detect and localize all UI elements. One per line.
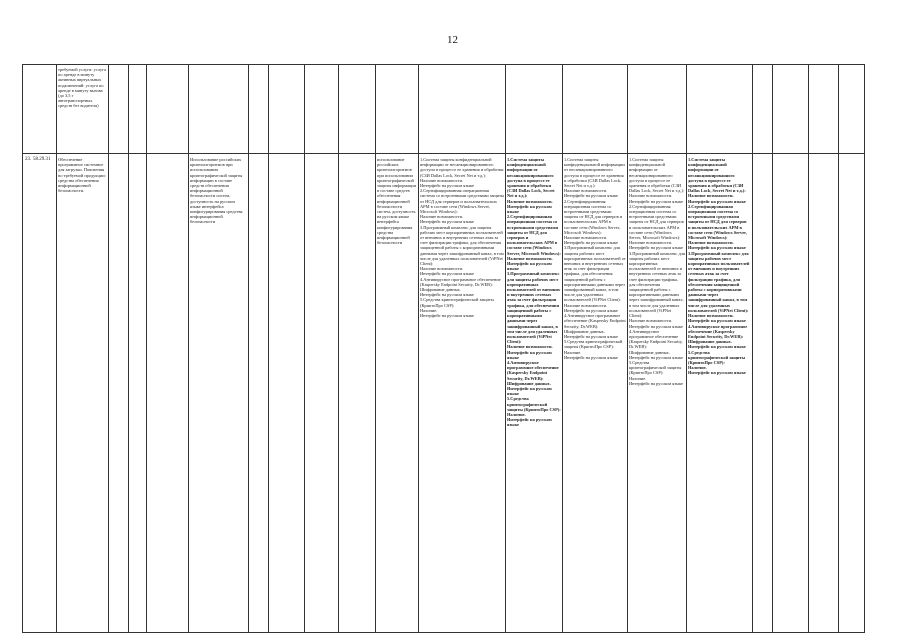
col-rule	[188, 64, 189, 632]
parameter-text: использование российских криптоалгоритмов при использовании криптографической защиты информации в составе средств обеспечения информационной безопасности систем, доступность на русском языке интерфейса конфигурирования средства информационной безопасности	[377, 157, 418, 246]
product-name-text: Обеспечение программное системное для загрузки. Пояснения по требуемой продукции: средства обеспечения информационной безопасности.	[58, 157, 107, 194]
col-rule	[752, 64, 753, 632]
col-rule	[248, 64, 249, 632]
row-index: 23.	[25, 157, 32, 162]
col-rule	[772, 64, 773, 632]
requirement-text-a: 1.Система защиты конфиденциальной информации от несанкционированного доступа в процессе ее хранения и обработки (СЗИ Dallas Lock, Secret Net и т.д.): Наличие возможности. Интерфейс на русском языке 2.Сертифицированная операционная система со встроенными средствами защиты от НСД для серверов и пользовательских АРМ в составе сети (Windows Server, Microsoft Windows): Наличие возможности. Интерфейс на русском языке 3.Программный комплекс для защиты рабочих мест корпоративных пользователей от внешних и внутренних сетевых атак за счет фильтрации трафика, для обеспечения защищенной работы с корпоративными данными через зашифрованный канал, в том числе для удаленных пользователей (ViPNet Client): Наличие возможности. Интерфейс на русском языке 4.Антивирусное программное обеспечение (Kaspersky Endpoint Security, Dr.WEB): Шифрование данных. Интерфейс на русском языке 5.Средства криптографической защиты (КриптоПро CSP): Наличие. Интерфейс на русском языке	[420, 157, 504, 319]
page-number: 12	[447, 34, 458, 46]
col-rule	[304, 64, 305, 632]
table-top-rule	[22, 64, 865, 65]
col-rule	[418, 64, 419, 632]
col-rule	[562, 64, 563, 632]
row-code: 58.29.31	[33, 157, 51, 162]
col-rule	[128, 64, 129, 632]
col-rule	[56, 64, 57, 632]
table-bottom-rule	[22, 632, 865, 633]
col-rule	[375, 64, 376, 632]
requirement-text-d: 1.Система защиты конфиденциальной информации от несанкционированного доступа в процессе ее хранения и обработки (СЗИ Dallas Lock, Secret Net и т.д.): Наличие возможности. Интерфейс на русском языке 2.Сертифицированная операционная система со встроенными средствами защиты от НСД для серверов и пользовательских АРМ в составе сети (Windows Server, Microsoft Windows): Наличие возможности. Интерфейс на русском языке 3.Программный комплекс для защиты рабочих мест корпоративных пользователей от внешних и внутренних сетевых атак за счет фильтрации трафика, для обеспечения защищенной работы с корпоративными данными через зашифрованный канал, в том числе для удаленных пользователей (ViPNet Client): Наличие возможности. Интерфейс на русском языке 4.Антивирусное программное обеспечение (Kaspersky Endpoint Security, Dr.WEB): Шифрование данных. Интерфейс на русском языке 5.Средства криптографической защиты (КриптоПро CSP): Наличие. Интерфейс на русском языке	[629, 157, 685, 386]
requirement-text-c: 1.Система защиты конфиденциальной информации от несанкционированного доступа в процессе ее хранения и обработки (СЗИ Dallas Lock, Secret Net и т.д.): Наличие возможности. Интерфейс на русском языке 2.Сертифицированная операционная система со встроенными средствами защиты от НСД для серверов и пользовательских АРМ в составе сети (Windows Server, Microsoft Windows): Наличие возможности. Интерфейс на русском языке 3.Программный комплекс для защиты рабочих мест корпоративных пользователей от внешних и внутренних сетевых атак за счет фильтрации трафика, для обеспечения защищенной работы с корпоративными данными через зашифрованный канал, в том числе для удаленных пользователей (ViPNet Client): Наличие возможности. Интерфейс на русском языке 4.Антивирусное программное обеспечение (Kaspersky Endpoint Security, Dr.WEB): Шифрование данных. Интерфейс на русском языке 5.Средства криптографической защиты (КриптоПро CSP): Наличие. Интерфейс на русском языке	[564, 157, 626, 360]
col-rule	[505, 64, 506, 632]
col-rule	[686, 64, 687, 632]
row-divider	[22, 153, 865, 154]
justification-text: Использование российских криптоалгоритмов при использовании криптографической защиты информации в составе средств обеспечения информационной безопасности систем, доступность на русском языке интерфейса конфигурирования средства информационной безопасности	[190, 157, 244, 225]
col-rule	[864, 64, 865, 632]
col-rule	[838, 64, 839, 632]
col-rule	[808, 64, 809, 632]
col-rule	[268, 64, 269, 632]
requirement-text-e: 1.Система защиты конфиденциальной информации от несанкционированного доступа в процессе ее хранения и обработки (СЗИ Dallas Lock, Secret Net и т.д.): Наличие возможности. Интерфейс на русском языке 2.Сертифицированная операционная система со встроенными средствами защиты от НСД для серверов и пользовательских АРМ в составе сети (Windows Server, Microsoft Windows): Наличие возможности. Интерфейс на русском языке 3.Программный комплекс для защиты рабочих мест корпоративных пользователей от внешних и внутренних сетевых атак за счет фильтрации трафика, для обеспечения защищенной работы с корпоративными данными через зашифрованный канал, в том числе для удаленных пользователей (ViPNet Client): Наличие возможности. Интерфейс на русском языке 4.Антивирусное программное обеспечение (Kaspersky Endpoint Security, Dr.WEB): Шифрование данных. Интерфейс на русском языке 5.Средства криптографической защиты (КриптоПро CSP): Наличие. Интерфейс на русском языке	[688, 157, 750, 376]
col-rule	[22, 64, 23, 632]
col-rule	[108, 64, 109, 632]
requirement-text-b: 1.Система защиты конфиденциальной информации от несанкционированного доступа в процессе ее хранения и обработки (СЗИ Dallas Lock, Secret Net и т.д.): Наличие возможности. Интерфейс на русском языке 2.Сертифицированная операционная система со встроенными средствами защиты от НСД для серверов и пользовательских АРМ в составе сети (Windows Server, Microsoft Windows): Наличие возможности. Интерфейс на русском языке 3.Программный комплекс для защиты рабочих мест корпоративных пользователей от внешних и внутренних сетевых атак за счет фильтрации трафика, для обеспечения защищенной работы с корпоративными данными через зашифрованный канал, в том числе для удаленных пользователей (ViPNet Client): Наличие возможности. Интерфейс на русском языке 4.Антивирусное программное обеспечение (Kaspersky Endpoint Security, Dr.WEB): Шифрование данных. Интерфейс на русском языке 5.Средства криптографической защиты (КриптоПро CSP): Наличие. Интерфейс на русском языке	[507, 157, 561, 428]
col-rule	[627, 64, 628, 632]
prev-row-requirement-text: требуемой услуги: услуга по аренде в минуту активных виртуальных подключений: услуга по аренде в минуту вызова (до 3,5 г автотранспортных средств без водителя)	[58, 67, 108, 109]
col-rule	[338, 64, 339, 632]
col-rule	[146, 64, 147, 632]
